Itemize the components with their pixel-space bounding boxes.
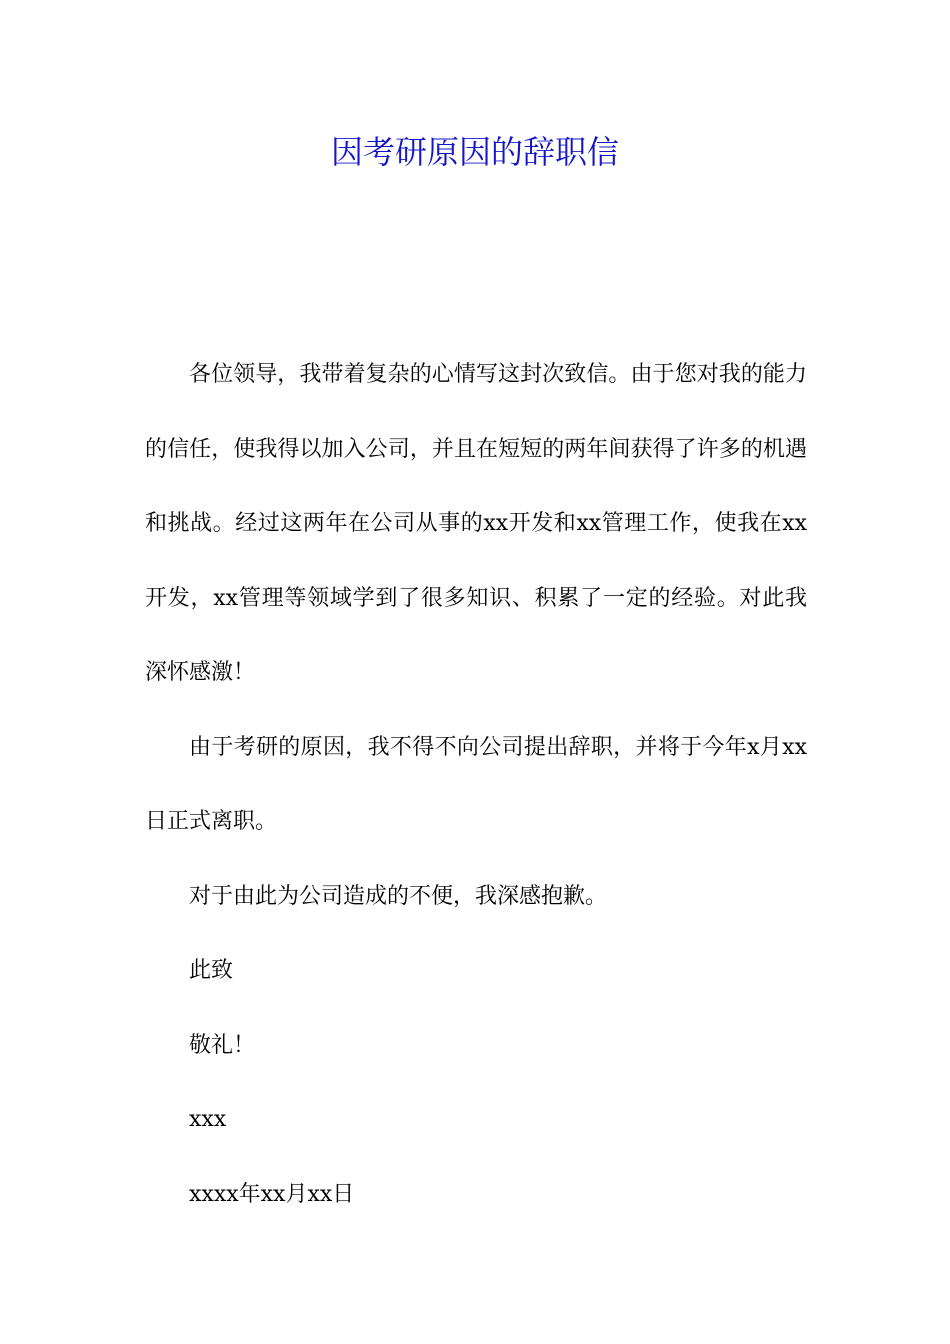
paragraph-1: 各位领导，我带着复杂的心情写这封次致信。由于您对我的能力的信任，使我得以加入公司，并且在短短的两年间获得了许多的机遇和挑战。经过这两年在公司从事的xx开发和xx管理工作，使我在xx开发，xx管理等领域学到了很多知识、积累了一定的经验。对此我深怀感激！ — [145, 362, 807, 685]
letter-body — [145, 338, 807, 1232]
closing-salutation: 此致 — [189, 958, 234, 983]
letter-date: xxxx年xx月xx日 — [189, 1181, 355, 1207]
document-title: 因考研原因的辞职信 — [330, 133, 619, 171]
paragraph-2: 由于考研的原因，我不得不向公司提出辞职，并将于今年x月xx日正式离职。 — [145, 734, 807, 834]
paragraph-3: 对于由此为公司造成的不便，我深感抱歉。 — [189, 883, 608, 909]
signature: xxx — [189, 1107, 227, 1132]
closing-regards: 敬礼！ — [189, 1032, 256, 1058]
